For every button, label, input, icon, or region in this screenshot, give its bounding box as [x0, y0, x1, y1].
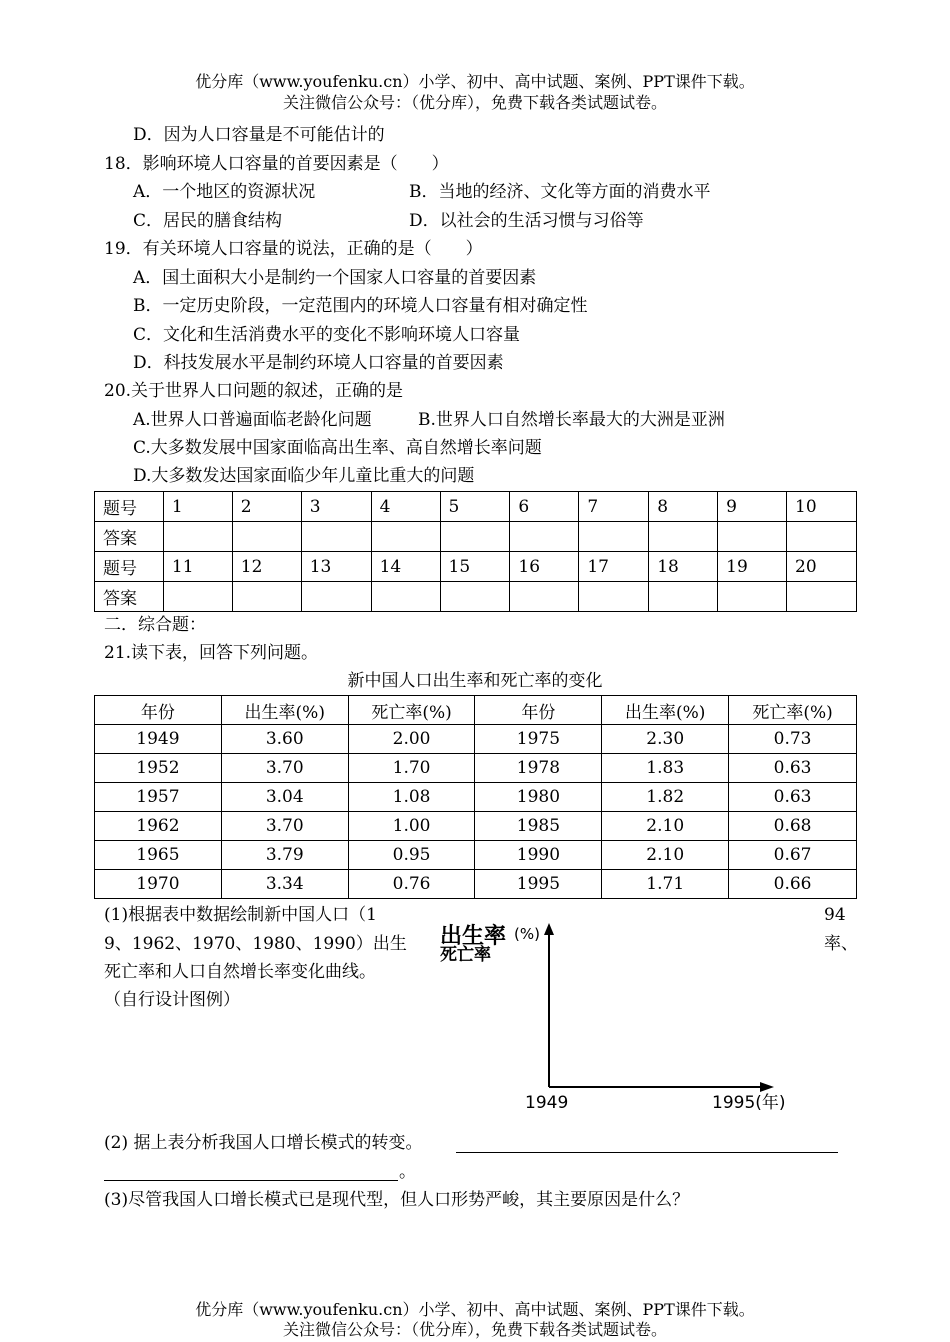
answer-cell[interactable] — [649, 522, 718, 552]
table-cell: 1.70 — [348, 754, 475, 783]
table-cell: 1990 — [475, 841, 602, 870]
answer-cell[interactable] — [787, 582, 857, 612]
answer-cell[interactable] — [301, 522, 371, 552]
table-row — [95, 725, 857, 754]
answer-cell[interactable] — [232, 582, 301, 612]
grid-number: 10 — [787, 492, 857, 522]
answer-cell[interactable] — [510, 522, 579, 552]
answer-grid-number-row-2 — [95, 552, 857, 582]
q18-option-c: C．居民的膳食结构 — [133, 211, 283, 231]
table-cell: 1985 — [475, 812, 602, 841]
y-axis-arrow-icon — [544, 923, 554, 935]
table-cell: 0.95 — [348, 841, 475, 870]
axis-sketch — [430, 915, 820, 1120]
grid-number: 16 — [510, 552, 579, 582]
population-rate-table — [94, 695, 857, 899]
answer-grid-number-row-1 — [95, 492, 857, 522]
header-cell: 年份 — [95, 696, 222, 725]
sketch-y-unit: (%) — [514, 925, 540, 943]
grid-number: 9 — [718, 492, 787, 522]
table-cell: 0.66 — [729, 870, 857, 899]
grid-number: 11 — [163, 552, 232, 582]
q18-option-a: A．一个地区的资源状况 — [133, 182, 316, 202]
footer-line-1: 优分库（www.youfenku.cn）小学、初中、高中试题、案例、PPT课件下载。 — [195, 1300, 755, 1319]
table-cell: 1995 — [475, 870, 602, 899]
header-cell: 年份 — [475, 696, 602, 725]
q19-option-b: B．一定历史阶段，一定范围内的环境人口容量有相对确定性 — [133, 296, 588, 316]
q21-stem: 21.读下表，回答下列问题。 — [104, 643, 319, 663]
sketch-x-end: 1995(年) — [712, 1093, 786, 1113]
grid-number: 12 — [232, 552, 301, 582]
sketch-ylabel-top: 出生率 — [440, 924, 507, 949]
table-row — [95, 754, 857, 783]
q20-option-c: C.大多数发展中国家面临高出生率、高自然增长率问题 — [133, 438, 542, 458]
grid-number: 3 — [301, 492, 371, 522]
table-cell: 1980 — [475, 783, 602, 812]
answer-cell[interactable] — [440, 522, 510, 552]
table-row — [95, 783, 857, 812]
header-cell: 出生率(%) — [221, 696, 348, 725]
q20-option-a: A.世界人口普遍面临老龄化问题 — [133, 410, 372, 430]
table-row — [95, 841, 857, 870]
answer-blank-line-2[interactable] — [104, 1180, 398, 1181]
answer-cell[interactable] — [787, 522, 857, 552]
q18-option-d: D．以社会的生活习惯与习俗等 — [409, 211, 644, 231]
q18-stem: 18．影响环境人口容量的首要因素是（ ） — [104, 154, 449, 174]
table-cell: 1970 — [95, 870, 222, 899]
table-header-row — [95, 696, 857, 725]
grid-number: 13 — [301, 552, 371, 582]
answer-cell[interactable] — [371, 522, 440, 552]
sketch-ylabel-bottom: 死亡率 — [440, 945, 491, 965]
table-cell: 0.63 — [729, 783, 857, 812]
table-cell: 2.00 — [348, 725, 475, 754]
q21-part2-text: (2) 据上表分析我国人口增长模式的转变。 — [104, 1133, 423, 1153]
q21-part1-line1: (1)根据表中数据绘制新中国人口（1 — [104, 905, 377, 925]
q21-part1-line4: （自行设计图例） — [104, 990, 240, 1010]
answer-cell[interactable] — [163, 582, 232, 612]
header-line-1: 优分库（www.youfenku.cn）小学、初中、高中试题、案例、PPT课件下载。 — [195, 72, 755, 91]
grid-number: 15 — [440, 552, 510, 582]
answer-blank-line-1[interactable] — [456, 1152, 838, 1153]
header-line-2: 关注微信公众号：（优分库），免费下载各类试题试卷。 — [282, 93, 667, 112]
table-cell: 1949 — [95, 725, 222, 754]
q20-option-b: B.世界人口自然增长率最大的大洲是亚洲 — [418, 410, 725, 430]
header-cell: 出生率(%) — [602, 696, 729, 725]
table-cell: 1.08 — [348, 783, 475, 812]
table-cell: 3.70 — [221, 812, 348, 841]
grid-number: 18 — [649, 552, 718, 582]
table-cell: 1.00 — [348, 812, 475, 841]
answer-cell[interactable] — [649, 582, 718, 612]
sketch-x-start: 1949 — [525, 1093, 569, 1113]
q21-part3-text: (3)尽管我国人口增长模式已是现代型，但人口形势严峻，其主要原因是什么？ — [104, 1190, 690, 1210]
answer-cell[interactable] — [163, 522, 232, 552]
table-cell: 3.70 — [221, 754, 348, 783]
grid-number: 20 — [787, 552, 857, 582]
grid-number: 19 — [718, 552, 787, 582]
grid-label-answer: 答案 — [95, 522, 164, 552]
table-cell: 1.71 — [602, 870, 729, 899]
table-cell: 1957 — [95, 783, 222, 812]
grid-number: 7 — [579, 492, 649, 522]
grid-number: 17 — [579, 552, 649, 582]
table-cell: 1965 — [95, 841, 222, 870]
answer-cell[interactable] — [579, 522, 649, 552]
table-cell: 3.04 — [221, 783, 348, 812]
grid-label-answer: 答案 — [95, 582, 164, 612]
q19-option-a: A．国土面积大小是制约一个国家人口容量的首要因素 — [133, 268, 537, 288]
grid-number: 4 — [371, 492, 440, 522]
grid-number: 8 — [649, 492, 718, 522]
grid-label-question: 题号 — [95, 552, 164, 582]
grid-number: 14 — [371, 552, 440, 582]
header-cell: 死亡率(%) — [729, 696, 857, 725]
table-cell: 1975 — [475, 725, 602, 754]
grid-number: 1 — [163, 492, 232, 522]
answer-cell[interactable] — [371, 582, 440, 612]
q19-stem: 19．有关环境人口容量的说法，正确的是（ ） — [104, 239, 483, 259]
answer-cell[interactable] — [510, 582, 579, 612]
table-cell: 3.60 — [221, 725, 348, 754]
table-row — [95, 870, 857, 899]
table-cell: 0.68 — [729, 812, 857, 841]
q19-option-d: D．科技发展水平是制约环境人口容量的首要因素 — [133, 353, 504, 373]
table-cell: 2.10 — [602, 841, 729, 870]
table-cell: 0.76 — [348, 870, 475, 899]
table-cell: 1978 — [475, 754, 602, 783]
q21-part1-right1: 94 — [824, 905, 846, 925]
q20-option-d: D.大多数发达国家面临少年儿童比重大的问题 — [133, 466, 475, 486]
q20-stem: 20.关于世界人口问题的叙述，正确的是 — [104, 381, 404, 401]
x-axis-arrow-icon — [760, 1082, 774, 1092]
answer-grid-answer-row-2 — [95, 582, 857, 612]
answer-cell[interactable] — [718, 522, 787, 552]
table-cell: 0.67 — [729, 841, 857, 870]
table-cell: 3.79 — [221, 841, 348, 870]
answer-cell[interactable] — [579, 582, 649, 612]
table-cell: 2.30 — [602, 725, 729, 754]
answer-cell[interactable] — [440, 582, 510, 612]
answer-cell[interactable] — [232, 522, 301, 552]
table-row — [95, 812, 857, 841]
q21-table-title: 新中国人口出生率和死亡率的变化 — [347, 671, 603, 691]
q21-part1-line2: 9、1962、1970、1980、1990）出生 — [104, 934, 407, 954]
header-cell: 死亡率(%) — [348, 696, 475, 725]
table-cell: 1962 — [95, 812, 222, 841]
table-cell: 2.10 — [602, 812, 729, 841]
answer-grid-answer-row-1 — [95, 522, 857, 552]
table-cell: 1952 — [95, 754, 222, 783]
q21-part1-right2: 率、 — [824, 934, 858, 954]
grid-number: 6 — [510, 492, 579, 522]
table-cell: 0.63 — [729, 754, 857, 783]
answer-cell[interactable] — [718, 582, 787, 612]
section-2-title: 二．综合题： — [104, 615, 206, 635]
answer-grid — [94, 491, 857, 612]
answer-cell[interactable] — [301, 582, 371, 612]
grid-label-question: 题号 — [95, 492, 164, 522]
footer-line-2: 关注微信公众号：（优分库），免费下载各类试题试卷。 — [282, 1320, 667, 1339]
grid-number: 2 — [232, 492, 301, 522]
q21-part1-line3: 死亡率和人口自然增长率变化曲线。 — [104, 962, 376, 982]
q21-part2-end: 。 — [399, 1162, 416, 1182]
q17-option-d: D．因为人口容量是不可能估计的 — [133, 125, 385, 145]
q18-option-b: B．当地的经济、文化等方面的消费水平 — [409, 182, 711, 202]
table-cell: 1.83 — [602, 754, 729, 783]
grid-number: 5 — [440, 492, 510, 522]
q19-option-c: C．文化和生活消费水平的变化不影响环境人口容量 — [133, 325, 521, 345]
table-cell: 1.82 — [602, 783, 729, 812]
table-cell: 3.34 — [221, 870, 348, 899]
table-cell: 0.73 — [729, 725, 857, 754]
